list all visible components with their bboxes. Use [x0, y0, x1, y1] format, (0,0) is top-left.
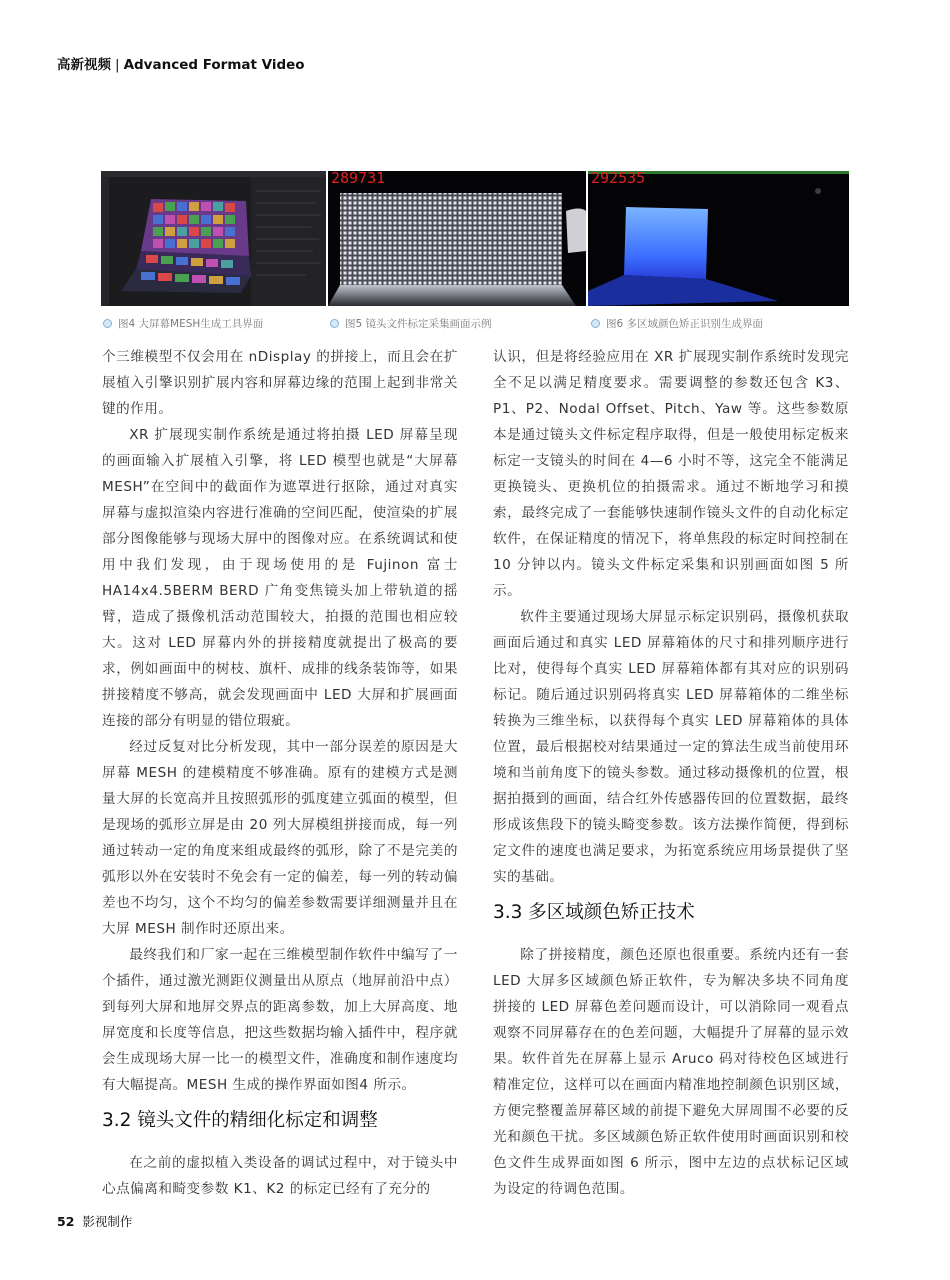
page-number: 52 [57, 1214, 75, 1229]
figure-5-caption: 图5 镜头文件标定采集画面示例 [330, 316, 492, 331]
left-column [102, 344, 458, 1202]
paragraph: 个三维模型不仅会用在 nDisplay 的拼接上，而且会在扩展植入引擎识别扩展内容和屏幕边缘的范围上起到非常关键的作用。 [102, 349, 458, 417]
header-separator: | [115, 57, 120, 73]
caption-bullet-icon [330, 319, 339, 328]
magazine-name: 影视制作 [82, 1214, 133, 1229]
paragraph: 经过反复对比分析发现，其中一部分误差的原因是大屏幕 MESH 的建模精度不够准确。原有的建模方式是测量大屏的长宽高并且按照弧形的弧度建立弧面的模型，但是现场的弧形立屏是由 20 列大屏模组拼接而成，每一列通过转动一定的角度来组成最终的弧形，除了不是完美的弧形以外在安装时不免会有一定的偏差，每一列的转动偏差也不均匀，这个不均匀的偏差参数需要详细测量并且在大屏 MESH 制作时还原出来。 [102, 739, 458, 937]
caption-bullet-icon [591, 319, 600, 328]
figure-6-image [588, 171, 849, 306]
figure-5-frame-counter: 289731 [331, 171, 386, 187]
paragraph: 认识，但是将经验应用在 XR 扩展现实制作系统时发现完全不足以满足精度要求。需要调整的参数还包含 K3、P1、P2、Nodal Offset、Pitch、Yaw 等。这些参数原本是通过镜头文件标定程序取得，但是一般使用标定板来标定一支镜头的时间在 4—6 小时不等，这完全不能满足更换镜头、更换机位的拍摄需求。通过不断地学习和摸索，最终完成了一套能够快速制作镜头文件的自动化标定软件，在保证精度的情况下，将单焦段的标定时间控制在 10 分钟以内。镜头文件标定采集和识别画面如图 5 所示。 [493, 349, 849, 599]
page-footer [57, 1212, 132, 1230]
figure-4-image [101, 171, 326, 306]
header-title: Advanced Format Video [123, 57, 305, 73]
running-header [57, 53, 305, 73]
section-heading-3-2: 3.2 镜头文件的精细化标定和调整 [102, 1110, 378, 1131]
section-heading-3-3: 3.3 多区域颜色矫正技术 [493, 902, 695, 923]
paragraph: 软件主要通过现场大屏显示标定识别码，摄像机获取画面后通过和真实 LED 屏幕箱体的尺寸和排列顺序进行比对，使得每个真实 LED 屏幕箱体都有其对应的识别码标记。随后通过识别码将真实 LED 屏幕箱体的二维坐标转换为三维坐标，以获得每个真实 LED 屏幕箱体的具体位置，最后根据校对结果通过一定的算法生成当前使用环境和当前角度下的镜头参数。通过移动摄像机的位置，根据拍摄到的画面，结合红外传感器传回的位置数据，最终形成该焦段下的镜头畸变参数。该方法操作简便，得到标定文件的速度也满足要求，为拓宽系统应用场景提供了坚实的基础。 [493, 609, 849, 885]
figure-6-frame-counter: 292535 [591, 171, 646, 187]
paragraph: 除了拼接精度，颜色还原也很重要。系统内还有一套 LED 大屏多区域颜色矫正软件，专为解决多块不同角度拼接的 LED 屏幕色差问题而设计，可以消除同一观看点观察不同屏幕存在的色差问题，大幅提升了屏幕的显示效果。软件首先在屏幕上显示 Aruco 码对待校色区域进行精准定位，这样可以在画面内精准地控制颜色识别区域，方便完整覆盖屏幕区域的前提下避免大屏周围不必要的反光和颜色干扰。多区域颜色矫正软件使用时画面识别和校色文件生成界面如图 6 所示，图中左边的点状标记区域为设定的待调色范围。 [493, 947, 849, 1197]
figure-4-caption: 图4 大屏幕MESH生成工具界面 [103, 316, 263, 331]
paragraph: XR 扩展现实制作系统是通过将拍摄 LED 屏幕呈现的画面输入扩展植入引擎，将 LED 模型也就是“大屏幕 MESH”在空间中的截面作为遮罩进行抠除，通过对真实屏幕与虚拟渲染内容进行准确的空间匹配，使渲染的扩展部分图像能够与现场大屏中的图像对应。在系统调试和使用中我们发现，由于现场使用的是 Fujinon 富士 HA14x4.5BERM BERD 广角变焦镜头加上带轨道的摇臂，造成了摄像机活动范围较大，拍摄的范围也相应较大。这对 LED 屏幕内外的拼接精度就提出了极高的要求，例如画面中的树枝、旗杆、成排的线条装饰等，如果拼接精度不够高，就会发现画面中 LED 大屏和扩展画面连接的部分有明显的错位瑕疵。 [102, 427, 458, 729]
figure-5-image [328, 171, 586, 306]
paragraph: 最终我们和厂家一起在三维模型制作软件中编写了一个插件，通过激光测距仪测量出从原点（地屏前沿中点）到每列大屏和地屏交界点的距离参数，加上大屏高度、地屏宽度和长度等信息，把这些数据均输入插件中，程序就会生成现场大屏一比一的模型文件，准确度和制作速度均有大幅提高。MESH 生成的操作界面如图4 所示。 [102, 947, 458, 1093]
paragraph: 在之前的虚拟植入类设备的调试过程中，对于镜头中心点偏离和畸变参数 K1、K2 的标定已经有了充分的 [102, 1155, 458, 1197]
caption-bullet-icon [103, 319, 112, 328]
figure-6-caption: 图6 多区域颜色矫正识别生成界面 [591, 316, 763, 331]
header-section: 高新视频 [57, 57, 111, 73]
right-column [493, 344, 849, 1202]
